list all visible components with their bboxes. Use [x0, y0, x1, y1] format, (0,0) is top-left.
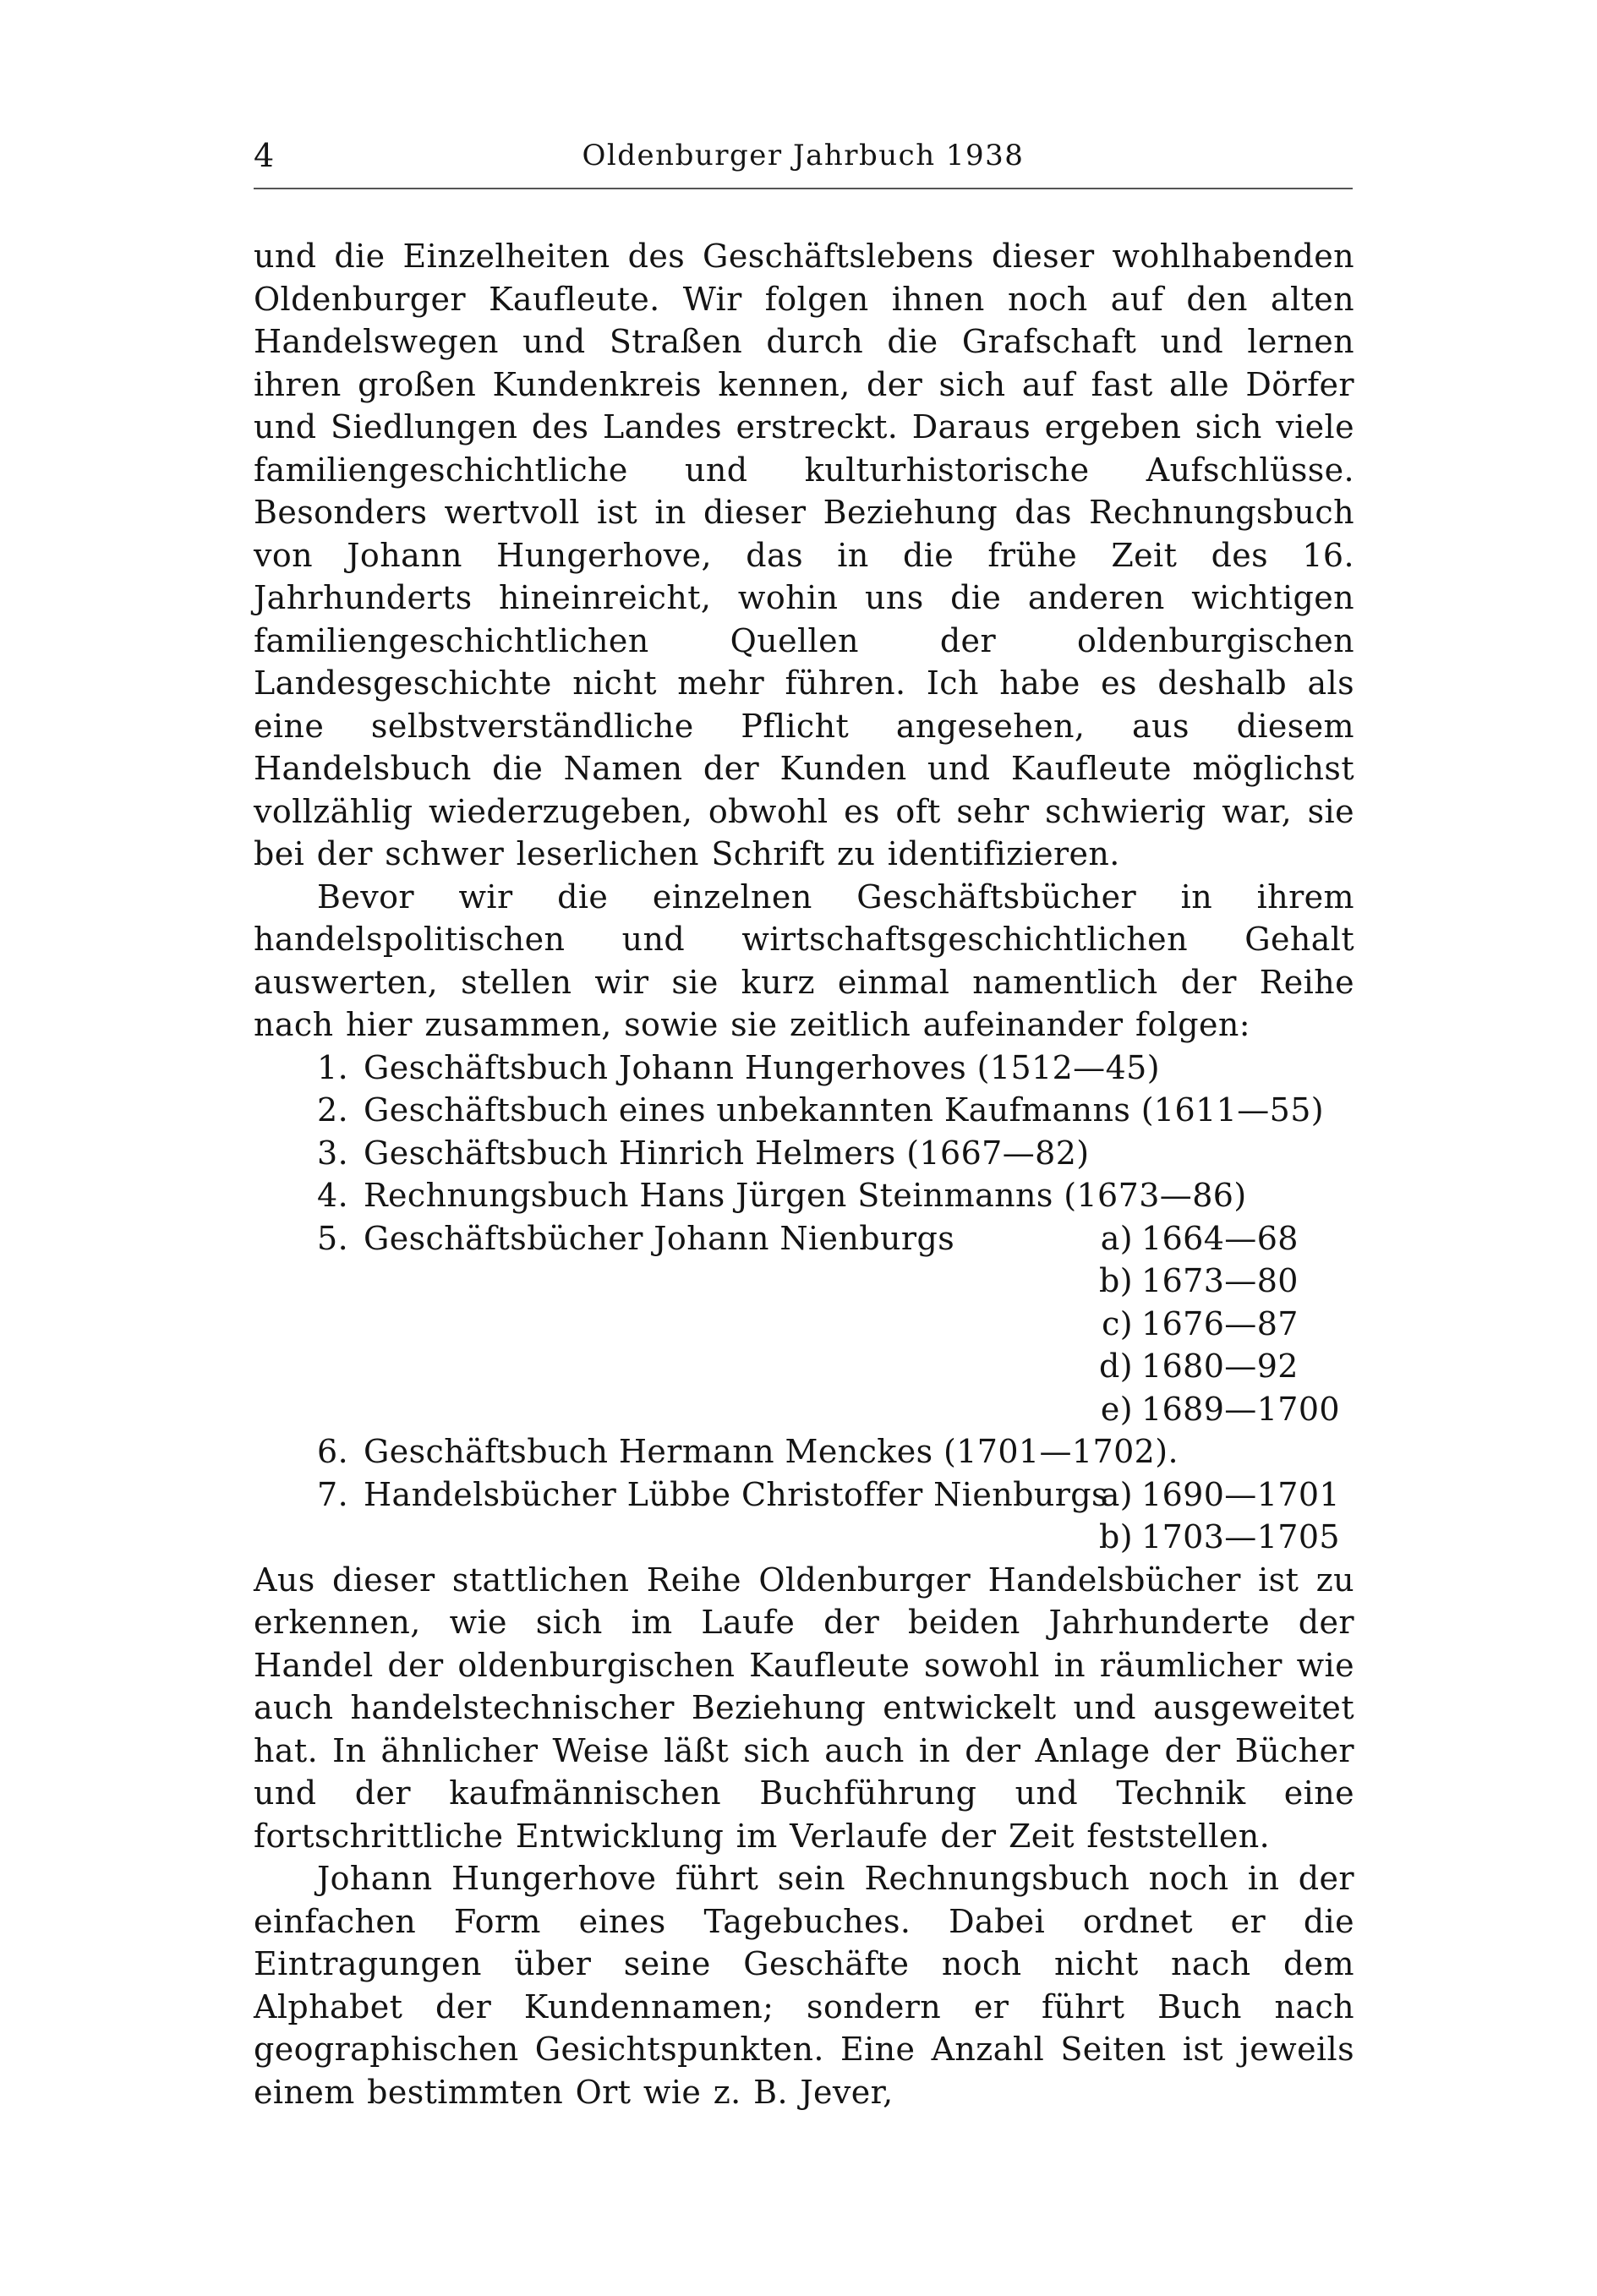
sub-letter: c) — [1102, 1304, 1133, 1342]
item-date-range — [1069, 1260, 1299, 1303]
list-item — [254, 1388, 1354, 1431]
sub-letter: b) — [1099, 1518, 1133, 1555]
account-book-list — [254, 1047, 1354, 1559]
sub-letter: a) — [1100, 1475, 1133, 1513]
item-title: Geschäftsbuch Hinrich Helmers (1667—82) — [364, 1134, 1090, 1172]
list-item — [254, 1132, 1354, 1175]
list-item — [254, 1089, 1354, 1132]
item-title: Geschäftsbuch eines unbekannten Kaufmanns (1611—55) — [364, 1091, 1325, 1129]
item-number: 6. — [317, 1433, 349, 1470]
date-range: 1690—1701 — [1141, 1475, 1341, 1513]
list-item — [254, 1260, 1354, 1303]
item-date-range — [1069, 1303, 1299, 1346]
item-date-range — [1069, 1516, 1340, 1559]
running-head: Oldenburger Jahrbuch 1938 — [582, 139, 1025, 172]
item-title: Rechnungsbuch Hans Jürgen Steinmanns (1673—86) — [364, 1177, 1247, 1214]
item-number: 4. — [317, 1177, 349, 1214]
sub-letter: a) — [1100, 1219, 1133, 1257]
page-header — [254, 137, 1353, 189]
paragraph: Johann Hungerhove führt sein Rechnungsbuch noch in der einfachen Form eines Tagebuches. Dabei ordnet er die Eintragungen über seine Geschäfte noch nicht nach dem Alphabet der Kundennamen; sondern er führt Buch nach geographischen Gesichtspunkten. Eine Anzahl Seiten ist jeweils einem bestimmten Ort wie z. B. Jever, — [254, 1860, 1354, 2111]
item-date-range — [1069, 1345, 1299, 1388]
item-number: 5. — [317, 1219, 349, 1257]
page-number: 4 — [254, 137, 275, 174]
item-title: Geschäftsbücher Johann Nienburgs — [364, 1219, 955, 1257]
item-date-range — [1069, 1473, 1340, 1517]
date-range: 1689—1700 — [1141, 1390, 1341, 1428]
paragraph: und die Einzelheiten des Geschäftslebens dieser wohlhabenden Oldenburger Kaufleute. Wir folgen ihnen noch auf den alten Handelswegen und Straßen durch die Grafschaft und lernen ihren großen Kundenkreis kennen, der sich auf fast alle Dörfer und Siedlungen des Landes erstreckt. Daraus ergeben sich viele familiengeschichtliche und kulturhistorische Aufschlüsse. Besonders wertvoll ist in dieser Beziehung das Rechnungsbuch von Johann Hungerhove, das in die frühe Zeit des 16. Jahrhunderts hineinreicht, wohin uns die anderen wichtigen familiengeschichtlichen Quellen der oldenburgischen Landesgeschichte nicht mehr führen. Ich habe es deshalb als eine selbstverständliche Pflicht angesehen, aus diesem Handelsbuch die Namen der Kunden und Kaufleute möglichst vollzählig wiederzugeben, obwohl es oft sehr schwierig war, sie bei der schwer leserlichen Schrift zu identifizieren. — [254, 238, 1354, 872]
paragraph: Bevor wir die einzelnen Geschäftsbücher in ihrem handelspolitischen und wirtschaftsgeschichtlichen Gehalt auswerten, stellen wir sie kurz einmal namentlich der Reihe nach hier zusammen, sowie sie zeitlich aufeinander folgen: — [254, 877, 1354, 1043]
item-number: 2. — [317, 1091, 349, 1129]
list-item — [254, 1516, 1354, 1559]
list-item — [254, 1217, 1354, 1260]
item-title: Handelsbücher Lübbe Christoffer Nienburgs — [364, 1475, 1108, 1513]
sub-letter: e) — [1100, 1390, 1133, 1428]
date-range: 1680—92 — [1141, 1348, 1299, 1385]
item-number: 7. — [317, 1475, 349, 1513]
date-range: 1673—80 — [1141, 1262, 1299, 1299]
item-date-range — [1069, 1217, 1299, 1260]
date-range: 1703—1705 — [1141, 1518, 1341, 1555]
date-range: 1676—87 — [1141, 1304, 1299, 1342]
list-item — [254, 1430, 1354, 1473]
sub-letter: b) — [1099, 1262, 1133, 1299]
item-number: 1. — [317, 1048, 349, 1086]
date-range: 1664—68 — [1141, 1219, 1299, 1257]
list-item — [254, 1345, 1354, 1388]
list-item — [254, 1047, 1354, 1090]
item-number: 3. — [317, 1134, 349, 1172]
sub-letter: d) — [1099, 1348, 1133, 1385]
list-item — [254, 1174, 1354, 1217]
body-text — [254, 235, 1354, 2113]
item-title: Geschäftsbuch Johann Hungerhoves (1512—45) — [364, 1048, 1160, 1086]
list-item — [254, 1473, 1354, 1517]
item-date-range — [1069, 1388, 1340, 1431]
paragraph: Aus dieser stattlichen Reihe Oldenburger Handelsbücher ist zu erkennen, wie sich im Laufe der beiden Jahrhunderte der Handel der oldenburgischen Kaufleute sowohl in räumlicher wie auch handelstechnischer Beziehung entwickelt und ausgeweitet hat. In ähnlicher Weise läßt sich auch in der Anlage der Bücher und der kaufmännischen Buchführung und Technik eine fortschrittliche Entwicklung im Verlaufe der Zeit feststellen. — [254, 1561, 1354, 1855]
list-item — [254, 1303, 1354, 1346]
item-title: Geschäftsbuch Hermann Menckes (1701—1702). — [364, 1433, 1179, 1470]
